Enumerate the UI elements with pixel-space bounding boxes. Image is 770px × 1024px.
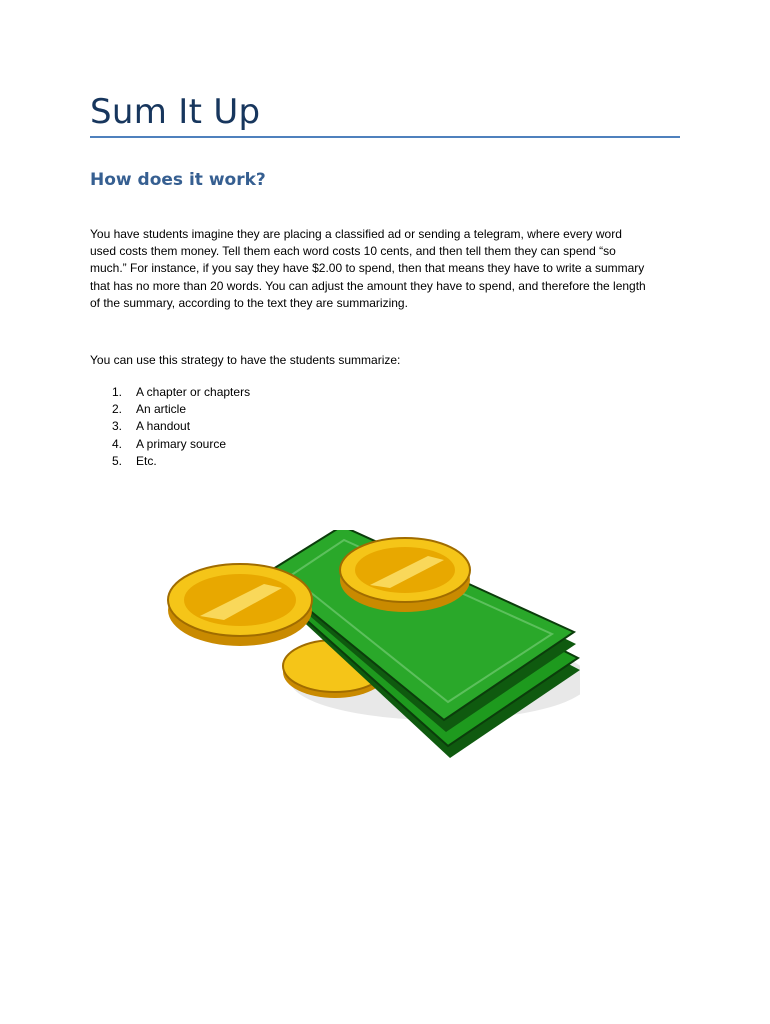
list-item-text: A primary source xyxy=(136,436,227,451)
list-intro: You can use this strategy to have the students summarize: xyxy=(90,353,401,367)
paragraph-line: used costs them money. Tell them each word costs 10 cents, and then tell them they can spend “so xyxy=(90,244,616,259)
list-number: 1. xyxy=(112,385,123,399)
list-number: 5. xyxy=(112,453,123,468)
list-number: 3. xyxy=(112,419,123,434)
paragraph-line: that has no more than 20 words. You can adjust the amount they have to spend, and therefore the length xyxy=(90,278,646,293)
list-number: 2. xyxy=(112,402,123,417)
list-item xyxy=(112,453,250,470)
body-paragraph xyxy=(90,226,680,312)
page-title: Sum It Up xyxy=(90,92,261,132)
list-item xyxy=(112,384,250,401)
paragraph-line: much.” For instance, if you say they have $2.00 to spend, then that means they have to write a summary xyxy=(90,261,645,276)
list-item-text: An article xyxy=(136,402,187,417)
paragraph-line: of the summary, according to the text they are summarizing. xyxy=(90,295,408,310)
list-item-text: Etc. xyxy=(136,453,157,468)
list-item-text: A chapter or chapters xyxy=(136,385,251,399)
list-item xyxy=(112,418,250,435)
section-heading: How does it work? xyxy=(90,170,266,190)
paragraph-line: You have students imagine they are placing a classified ad or sending a telegram, where every word xyxy=(90,227,622,241)
list-item xyxy=(112,436,250,453)
numbered-list xyxy=(112,384,250,470)
list-item-text: A handout xyxy=(136,419,191,434)
list-item xyxy=(112,401,250,418)
list-number: 4. xyxy=(112,436,123,451)
money-icon xyxy=(160,530,580,770)
title-divider xyxy=(90,136,680,138)
